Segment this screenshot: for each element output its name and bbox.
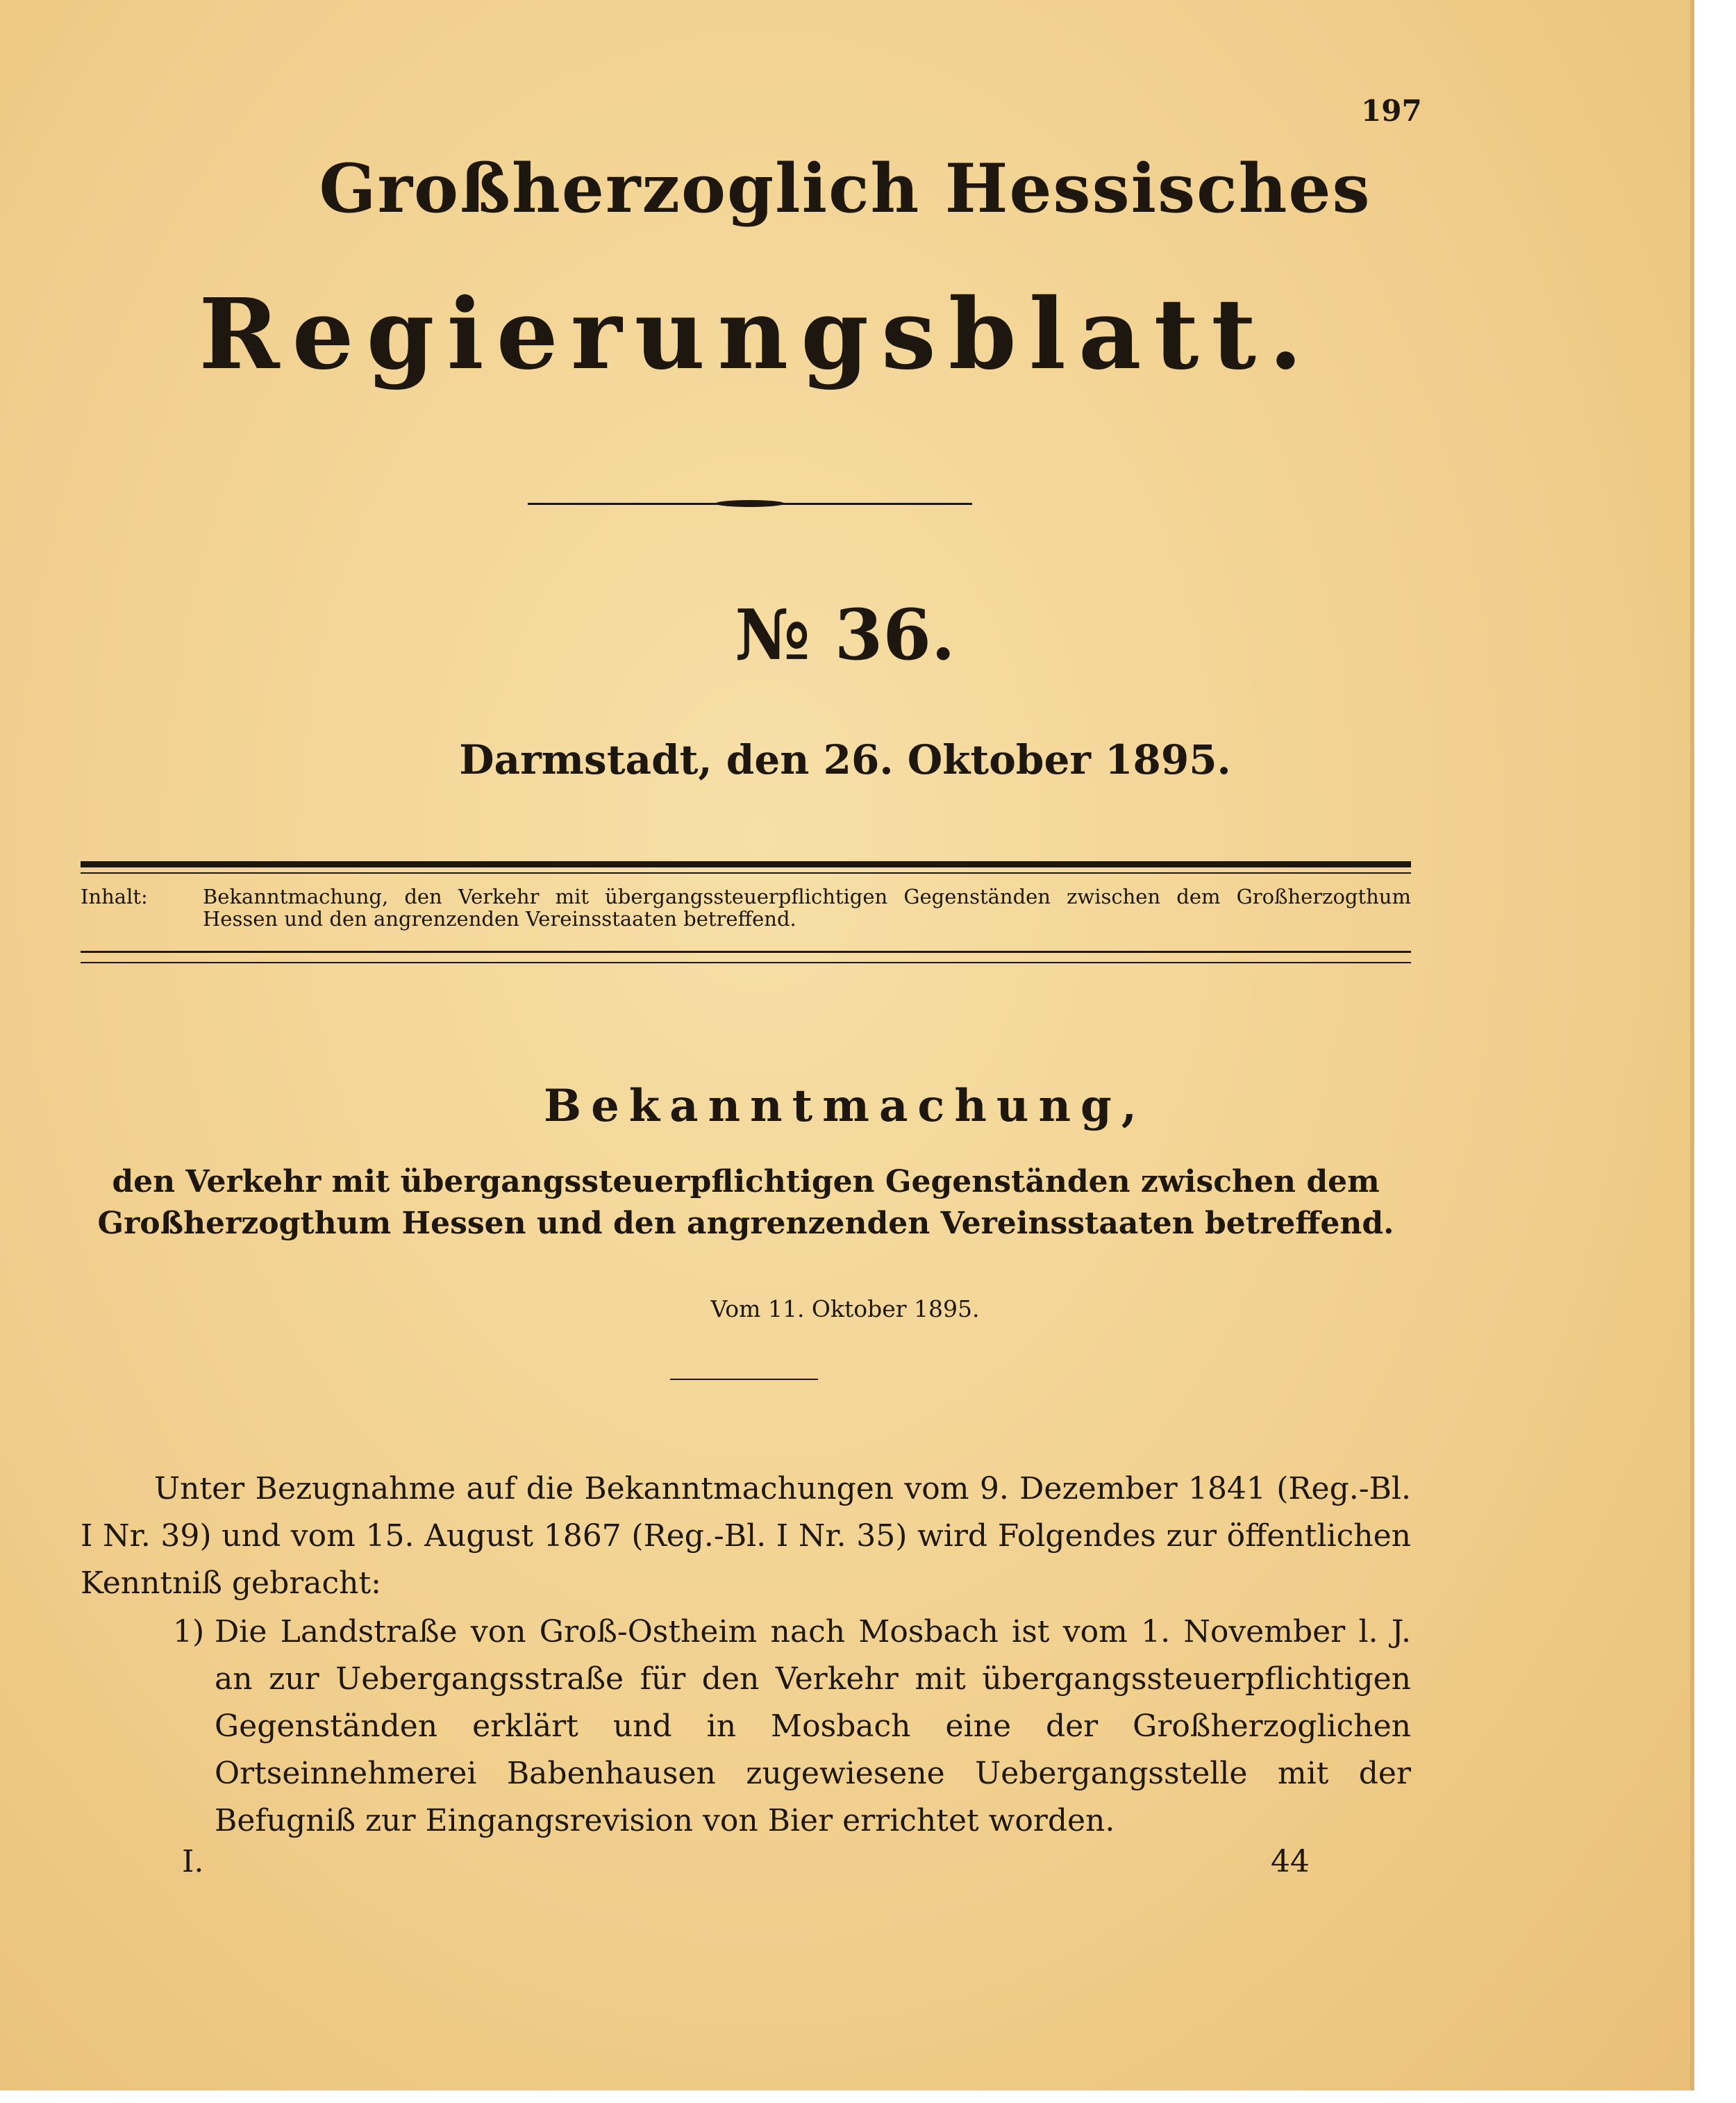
issue-number: № 36. — [735, 594, 955, 676]
announcement-title: Bekanntmachung, — [543, 1080, 1147, 1132]
issue-date: Darmstadt, den 26. Oktober 1895. — [459, 736, 1231, 783]
contents-top-rule-thin — [81, 872, 1411, 874]
sheet-number: 44 — [1271, 1844, 1310, 1879]
masthead-line1: Großherzoglich Hessisches — [319, 149, 1371, 228]
page-number: 197 — [1361, 94, 1422, 128]
list-item-text: Die Landstraße von Groß-Ostheim nach Mosbach ist vom 1. November l. J. an zur Uebergangsstraße für den Verkehr mit übergangssteuerpflichtigen Gegenständen erklärt und in Mosbach eine der Großherzoglichen Ortseinnehmerei Babenhausen zugewiesene Uebergangsstelle mit der Befugniß zur Eingangsrevision von Bier errichtet worden. — [215, 1614, 1411, 1838]
intro-paragraph: Unter Bezugnahme auf die Bekanntmachungen vom 9. Dezember 1841 (Reg.-Bl. I Nr. 39) und vom 15. August 1867 (Reg.-Bl. I Nr. 35) wird Folgendes zur öffentlichen Kenntniß gebracht: — [81, 1471, 1411, 1601]
contents-bottom-rule-2 — [81, 962, 1411, 963]
section-divider — [670, 1379, 818, 1380]
contents-top-rule — [81, 861, 1411, 867]
list-item — [173, 1609, 1411, 1845]
signature-mark: I. — [182, 1844, 204, 1879]
announcement-body — [81, 1465, 1411, 1845]
announcement-subtitle: den Verkehr mit übergangssteuerpflichtigen Gegenständen zwischen dem Großherzogthum Hessen und den angrenzenden Vereinsstaaten betreffend. — [97, 1164, 1394, 1241]
ornament-divider-center — [715, 500, 785, 507]
contents-bottom-rule — [81, 951, 1411, 953]
contents-summary — [81, 886, 1411, 930]
masthead-title: Regierungsblatt. — [199, 278, 1315, 392]
list-item-number: 1) — [173, 1614, 205, 1649]
contents-text: Bekanntmachung, den Verkehr mit übergangssteuerpflichtigen Gegenständen zwischen dem Großherzogthum Hessen und den angrenzenden Vereinsstaaten betreffend. — [203, 885, 1411, 931]
contents-label: Inhalt: — [81, 885, 148, 908]
announcement-date: Vom 11. Oktober 1895. — [710, 1295, 980, 1322]
